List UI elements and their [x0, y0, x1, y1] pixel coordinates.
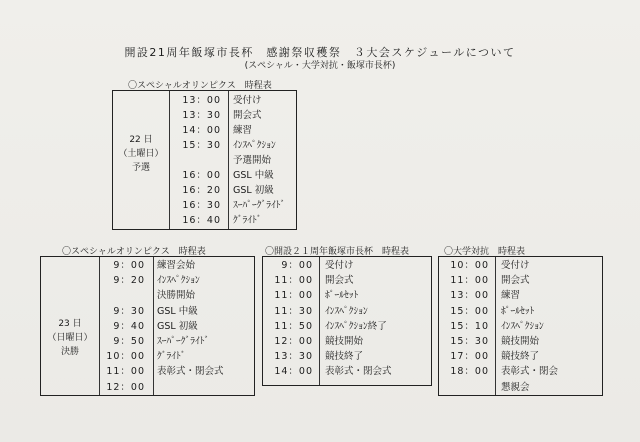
event-cell: ｽｰﾊﾟｰｸﾞﾗｲﾄﾞ [233, 200, 286, 211]
time-cell: 14：00 [274, 366, 313, 378]
schedule-row [113, 213, 296, 229]
time-cell: 11：00 [450, 275, 489, 287]
schedule-row [263, 319, 431, 335]
event-cell: 表彰式・閉会 [501, 366, 559, 378]
time-cell: 16：30 [182, 200, 221, 211]
day-stage: 予選 [131, 163, 150, 173]
time-cell: 12：00 [106, 381, 145, 393]
schedule-row [113, 108, 296, 124]
event-cell: ｲﾝｽﾍﾟｸｼｮﾝ [325, 305, 368, 317]
event-cell: 懇親会 [501, 381, 530, 393]
schedule-row [41, 258, 254, 274]
time-cell: 15：30 [182, 140, 221, 151]
time-cell: 11：00 [274, 290, 313, 302]
middle-table-caption: 〇開設２１周年飯塚市長杯 時程表 [265, 247, 410, 257]
time-cell: 9：40 [113, 320, 145, 332]
schedule-row [439, 288, 602, 304]
time-cell: 13：30 [182, 110, 221, 121]
time-cell: 9：30 [113, 305, 145, 317]
time-cell: 10：00 [450, 260, 489, 271]
schedule-row [439, 349, 602, 365]
schedule-row [113, 153, 296, 169]
day-weekday: （土曜日） [118, 149, 164, 159]
schedule-row [263, 364, 431, 380]
schedule-row [41, 334, 254, 350]
schedule-row [263, 258, 431, 274]
event-cell: 開会式 [233, 110, 262, 121]
time-cell: 11：00 [274, 275, 313, 287]
schedule-row [439, 364, 602, 380]
event-cell: ｸﾞﾗｲﾄﾞ [233, 215, 262, 226]
event-cell: ｽｰﾊﾟｰｸﾞﾗｲﾄﾞ [157, 336, 210, 347]
event-cell: ﾎﾟｰﾙｾｯﾄ [325, 290, 359, 302]
left-table-caption: 〇スペシャルオリンピクス 時程表 [62, 247, 206, 257]
schedule-row [113, 93, 296, 109]
schedule-row [113, 183, 296, 199]
event-cell: 受付け [233, 95, 262, 106]
schedule-row [113, 123, 296, 139]
event-cell: 表彰式・閉会式 [325, 366, 392, 378]
event-cell: 開会式 [501, 275, 530, 287]
middle-schedule-table [262, 256, 432, 386]
event-cell: 競技開始 [501, 336, 540, 347]
event-cell: GSL 中級 [157, 305, 198, 317]
top-table-caption: 〇スペシャルオリンピクス 時程表 [128, 81, 272, 91]
event-cell: 予選開始 [233, 155, 272, 166]
time-cell: 11：00 [106, 366, 145, 378]
event-cell: 受付け [501, 260, 530, 271]
schedule-row [41, 380, 254, 396]
event-cell: GSL 初級 [233, 185, 274, 196]
event-cell: ﾎﾟｰﾙｾｯﾄ [501, 305, 535, 317]
schedule-row [263, 273, 431, 289]
event-cell: ｲﾝｽﾍﾟｸｼｮﾝ [233, 140, 276, 151]
top-schedule-table [112, 90, 297, 230]
time-cell: 13：00 [450, 290, 489, 302]
time-cell: 16：00 [182, 170, 221, 181]
schedule-row [41, 364, 254, 380]
schedule-row [263, 288, 431, 304]
schedule-row [113, 198, 296, 214]
day-stage: 決勝 [60, 347, 79, 357]
event-cell: ｸﾞﾗｲﾄﾞ [157, 351, 186, 363]
schedule-row [439, 304, 602, 320]
time-cell: 9：20 [113, 275, 145, 287]
schedule-row [41, 319, 254, 335]
time-cell: 16：40 [182, 215, 221, 226]
event-cell: ｲﾝｽﾍﾟｸｼｮﾝ [501, 320, 544, 332]
event-cell: GSL 中級 [233, 170, 274, 181]
time-cell: 13：30 [274, 351, 313, 363]
time-cell: 13：00 [182, 95, 221, 106]
time-cell: 12：00 [274, 336, 313, 347]
schedule-row [263, 349, 431, 365]
time-cell: 17：00 [450, 351, 489, 363]
schedule-row [113, 168, 296, 184]
event-cell: 競技開始 [325, 336, 364, 347]
day-date: 23 日 [58, 319, 82, 329]
event-cell: 開会式 [325, 275, 354, 287]
time-cell: 16：20 [182, 185, 221, 196]
right-table-caption: 〇大学対抗 時程表 [444, 247, 526, 257]
time-cell: 15：10 [450, 320, 489, 332]
time-cell: 9：00 [281, 260, 313, 271]
time-cell: 9：50 [113, 336, 145, 347]
event-cell: 表彰式・閉会式 [157, 366, 224, 378]
event-cell: 受付け [325, 260, 354, 271]
event-cell: 練習 [501, 290, 521, 302]
schedule-row [41, 273, 254, 289]
time-cell: 15：30 [450, 336, 489, 347]
event-cell: GSL 初級 [157, 320, 198, 332]
schedule-row [263, 304, 431, 320]
time-cell: 10：00 [106, 351, 145, 363]
schedule-row [439, 380, 602, 396]
schedule-row [439, 258, 602, 274]
event-cell: 練習会始 [157, 260, 196, 271]
schedule-row [41, 288, 254, 304]
event-cell: 競技終了 [325, 351, 364, 363]
event-cell: ｲﾝｽﾍﾟｸｼｮﾝ [157, 275, 200, 287]
schedule-row [41, 304, 254, 320]
time-cell: 14：00 [182, 125, 221, 136]
time-cell: 11：50 [274, 320, 313, 332]
schedule-row [439, 273, 602, 289]
schedule-row [113, 138, 296, 154]
day-date: 22 日 [129, 135, 153, 145]
schedule-row [41, 349, 254, 365]
document-title: 開設21周年飯塚市長杯 感謝祭収穫祭 ３大会スケジュールについて [124, 46, 516, 59]
right-schedule-table [438, 256, 603, 396]
time-cell: 9：00 [113, 260, 145, 271]
event-cell: 競技終了 [501, 351, 540, 363]
schedule-row [439, 334, 602, 350]
time-cell: 18：00 [450, 366, 489, 378]
schedule-row [263, 334, 431, 350]
left-schedule-table [40, 256, 255, 396]
time-cell: 11：30 [274, 305, 313, 317]
time-cell: 15：00 [450, 305, 489, 317]
schedule-row [439, 319, 602, 335]
event-cell: ｲﾝｽﾍﾟｸｼｮﾝ終了 [325, 320, 387, 332]
event-cell: 決勝開始 [157, 290, 196, 302]
day-weekday: （日曜日） [47, 333, 93, 343]
document-subtitle: (スペシャル・大学対抗・飯塚市長杯) [244, 61, 396, 71]
event-cell: 練習 [233, 125, 253, 136]
